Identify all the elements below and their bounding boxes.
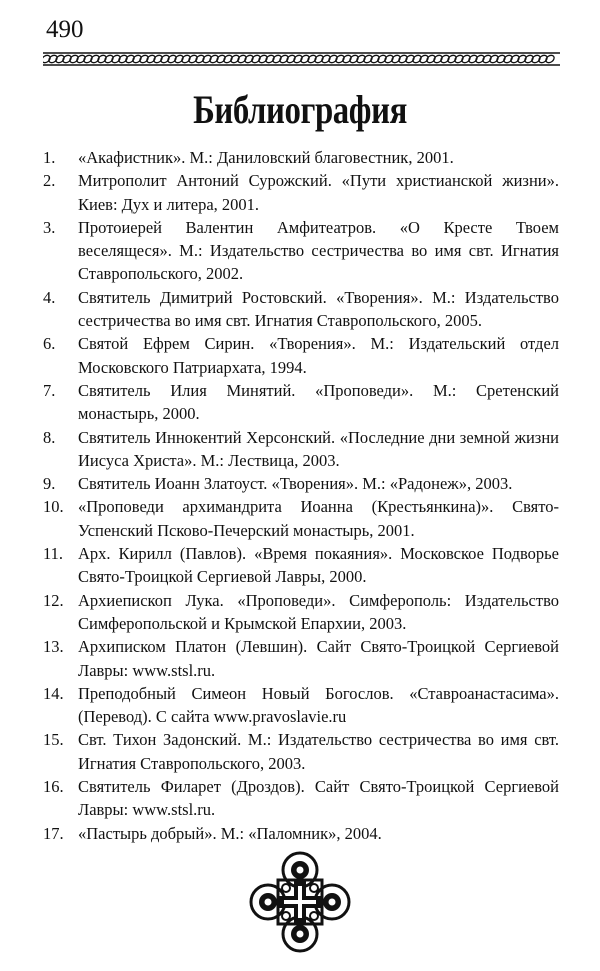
bibliography-entry <box>43 542 559 589</box>
bibliography-entry <box>43 728 559 775</box>
entry-text: Святитель Илия Минятий. «Проповеди». М.: Сретенский монастырь, 2000. <box>78 380 559 424</box>
entry-text: Святитель Филарет (Дроздов). Сайт Свято-Троицкой Сергиевой Лавры: www.stsl.ru. <box>78 777 559 820</box>
entry-text: Арх. Кирилл (Павлов). «Время покаяния». Московское Подворье Свято-Троицкой Сергиевой Лавры, 2000. <box>78 544 559 587</box>
bibliography-entry <box>43 169 559 216</box>
entry-number: 11. <box>43 544 64 564</box>
bibliography-entry <box>43 472 559 495</box>
entry-text: Архиепископ Лука. «Проповеди». Симферополь: Издательство Симферопольской и Крымской Епархии, 2003. <box>78 590 559 633</box>
bibliography-entry <box>43 332 559 379</box>
entry-number: 2. <box>43 171 56 191</box>
entry-text: Святитель Иоанн Златоуст. «Творения». М.: «Радонеж», 2003. <box>78 474 513 494</box>
bibliography-list <box>43 146 559 845</box>
rope-border-icon <box>43 51 560 67</box>
entry-number: 3. <box>43 217 56 237</box>
entry-text: Свт. Тихон Задонский. М.: Издательство сестричества во имя свт. Игнатия Ставропольского, 2003. <box>78 730 559 773</box>
entry-text: Святой Ефрем Сирин. «Творения». М.: Издательский отдел Московского Патриархата, 1994. <box>78 334 559 377</box>
bibliography-entry <box>43 379 559 426</box>
bibliography-entry <box>43 286 559 333</box>
entry-number: 7. <box>43 380 56 400</box>
entry-number: 10. <box>43 497 64 517</box>
entry-text: Преподобный Симеон Новый Богослов. «Ставроанастасима». (Перевод). С сайта www.pravoslavie.ru <box>78 683 559 727</box>
entry-text: «Проповеди архимандрита Иоанна (Крестьянкина)». Свято-Успенский Псково-Печерский монастырь, 2001. <box>78 497 559 540</box>
entry-number: 12. <box>43 590 64 610</box>
entry-number: 17. <box>43 823 64 843</box>
bibliography-entry <box>43 146 559 169</box>
entry-number: 6. <box>43 334 56 354</box>
entry-text: «Пастырь добрый». М.: «Паломник», 2004. <box>78 823 382 843</box>
entry-number: 9. <box>43 474 56 494</box>
entry-number: 8. <box>43 427 56 447</box>
bibliography-entry <box>43 216 559 286</box>
entry-number: 16. <box>43 777 64 797</box>
cross-ornament-icon <box>248 850 352 954</box>
entry-text: «Акафистник». М.: Даниловский благовестник, 2001. <box>78 148 454 167</box>
bibliography-entry <box>43 635 559 682</box>
entry-text: Митрополит Антоний Сурожский. «Пути христианской жизни». Киев: Дух и литера, 2001. <box>78 171 559 214</box>
entry-text: Протоиерей Валентин Амфитеатров. «О Кресте Твоем веселящеся». М.: Издательство сестричества во имя свт. Игнатия Ставропольского, 2002. <box>78 217 559 284</box>
entry-number: 4. <box>43 287 56 307</box>
entry-text: Архиписком Платон (Левшин). Сайт Свято-Троицкой Сергиевой Лавры: www.stsl.ru. <box>78 637 559 680</box>
entry-number: 15. <box>43 730 64 750</box>
bibliography-entry <box>43 426 559 473</box>
entry-number: 1. <box>43 148 56 167</box>
bibliography-entry <box>43 682 559 729</box>
bibliography-entry <box>43 495 559 542</box>
bibliography-entry <box>43 822 559 845</box>
bibliography-entry <box>43 775 559 822</box>
bibliography-entry <box>43 589 559 636</box>
page-title: Библиография <box>193 87 407 132</box>
entry-number: 14. <box>43 683 64 703</box>
entry-text: Святитель Иннокентий Херсонский. «Последние дни земной жизни Иисуса Христа». М.: Лествица, 2003. <box>78 427 559 470</box>
page-number: 490 <box>46 16 84 43</box>
entry-number: 13. <box>43 637 64 657</box>
entry-text: Святитель Димитрий Ростовский. «Творения». М.: Издательство сестричества во имя свт. Игнатия Ставропольского, 2005. <box>78 287 559 331</box>
